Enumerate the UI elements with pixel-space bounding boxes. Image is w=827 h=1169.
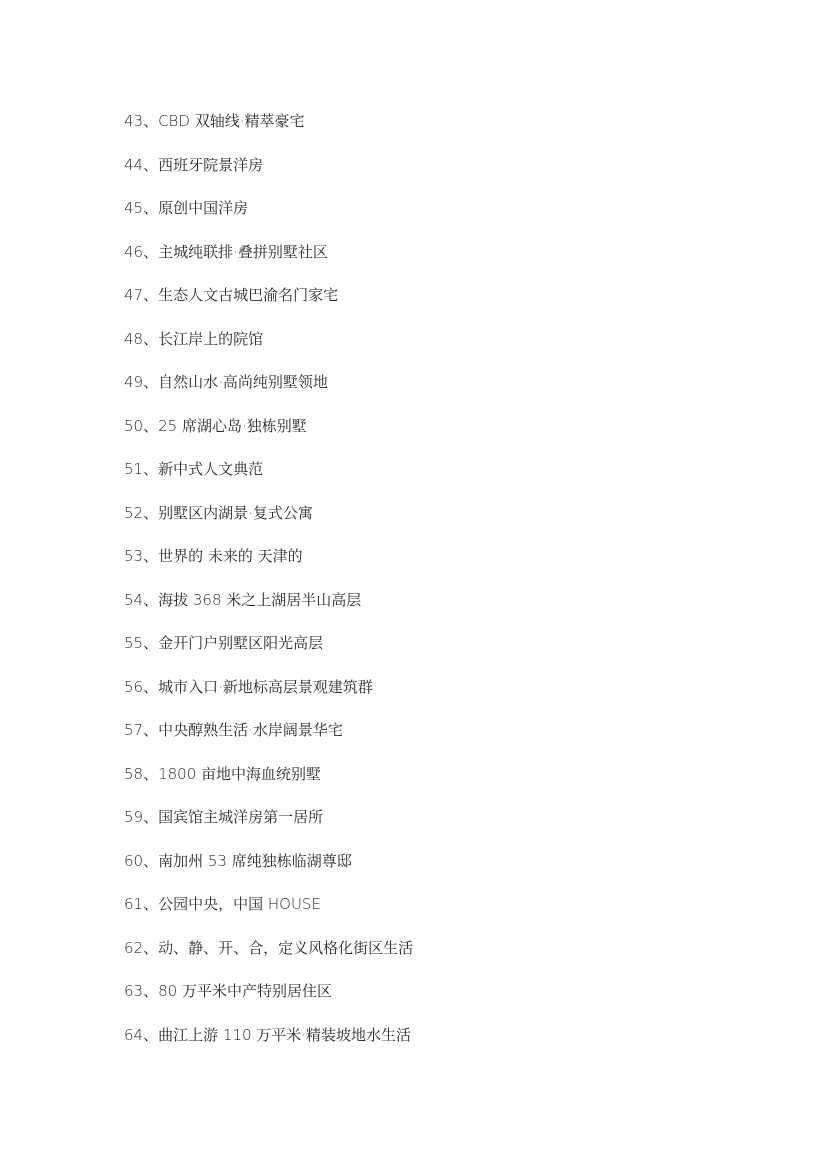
- list-item: 54、海拔 368 米之上湖居半山高层: [124, 590, 362, 609]
- list-item: 51、新中式人文典范: [124, 460, 264, 478]
- list-item: 58、1800 亩地中海血统别墅: [124, 764, 322, 783]
- list-item: 44、西班牙院景洋房: [124, 155, 264, 174]
- list-item: 64、曲江上游 110 万平米·精装坡地水生活: [124, 1025, 412, 1044]
- slogan-list: [124, 110, 413, 1067]
- list-item: 48、长江岸上的院馆: [124, 329, 264, 348]
- list-item: 56、城市入口·新地标高层景观建筑群: [124, 677, 373, 696]
- list-item: 52、别墅区内湖景·复式公寓: [124, 503, 313, 522]
- list-item: 49、自然山水·高尚纯别墅领地: [124, 373, 328, 391]
- list-item: 46、主城纯联排·叠拼别墅社区: [124, 242, 328, 261]
- list-item: 61、公园中央，中国 HOUSE: [124, 895, 321, 913]
- list-item: 57、中央醇熟生活·水岸阔景华宅: [124, 721, 343, 739]
- list-item: 55、金开门户别墅区阳光高层: [124, 634, 324, 652]
- list-item: 59、国宾馆主城洋房第一居所: [124, 808, 324, 826]
- list-item: 53、世界的 未来的 天津的: [124, 547, 303, 565]
- list-item: 62、动、静、开、合，定义风格化街区生活: [124, 938, 414, 957]
- list-item: 45、原创中国洋房: [124, 199, 249, 217]
- list-item: 43、CBD 双轴线·精萃豪宅: [124, 112, 305, 130]
- list-item: 60、南加州 53 席纯独栋临湖尊邸: [124, 851, 352, 870]
- list-item: 47、生态人文古城巴渝名门家宅: [124, 286, 339, 304]
- list-item: 50、25 席湖心岛·独栋别墅: [124, 416, 307, 435]
- list-item: 63、80 万平米中产特别居住区: [124, 982, 332, 1000]
